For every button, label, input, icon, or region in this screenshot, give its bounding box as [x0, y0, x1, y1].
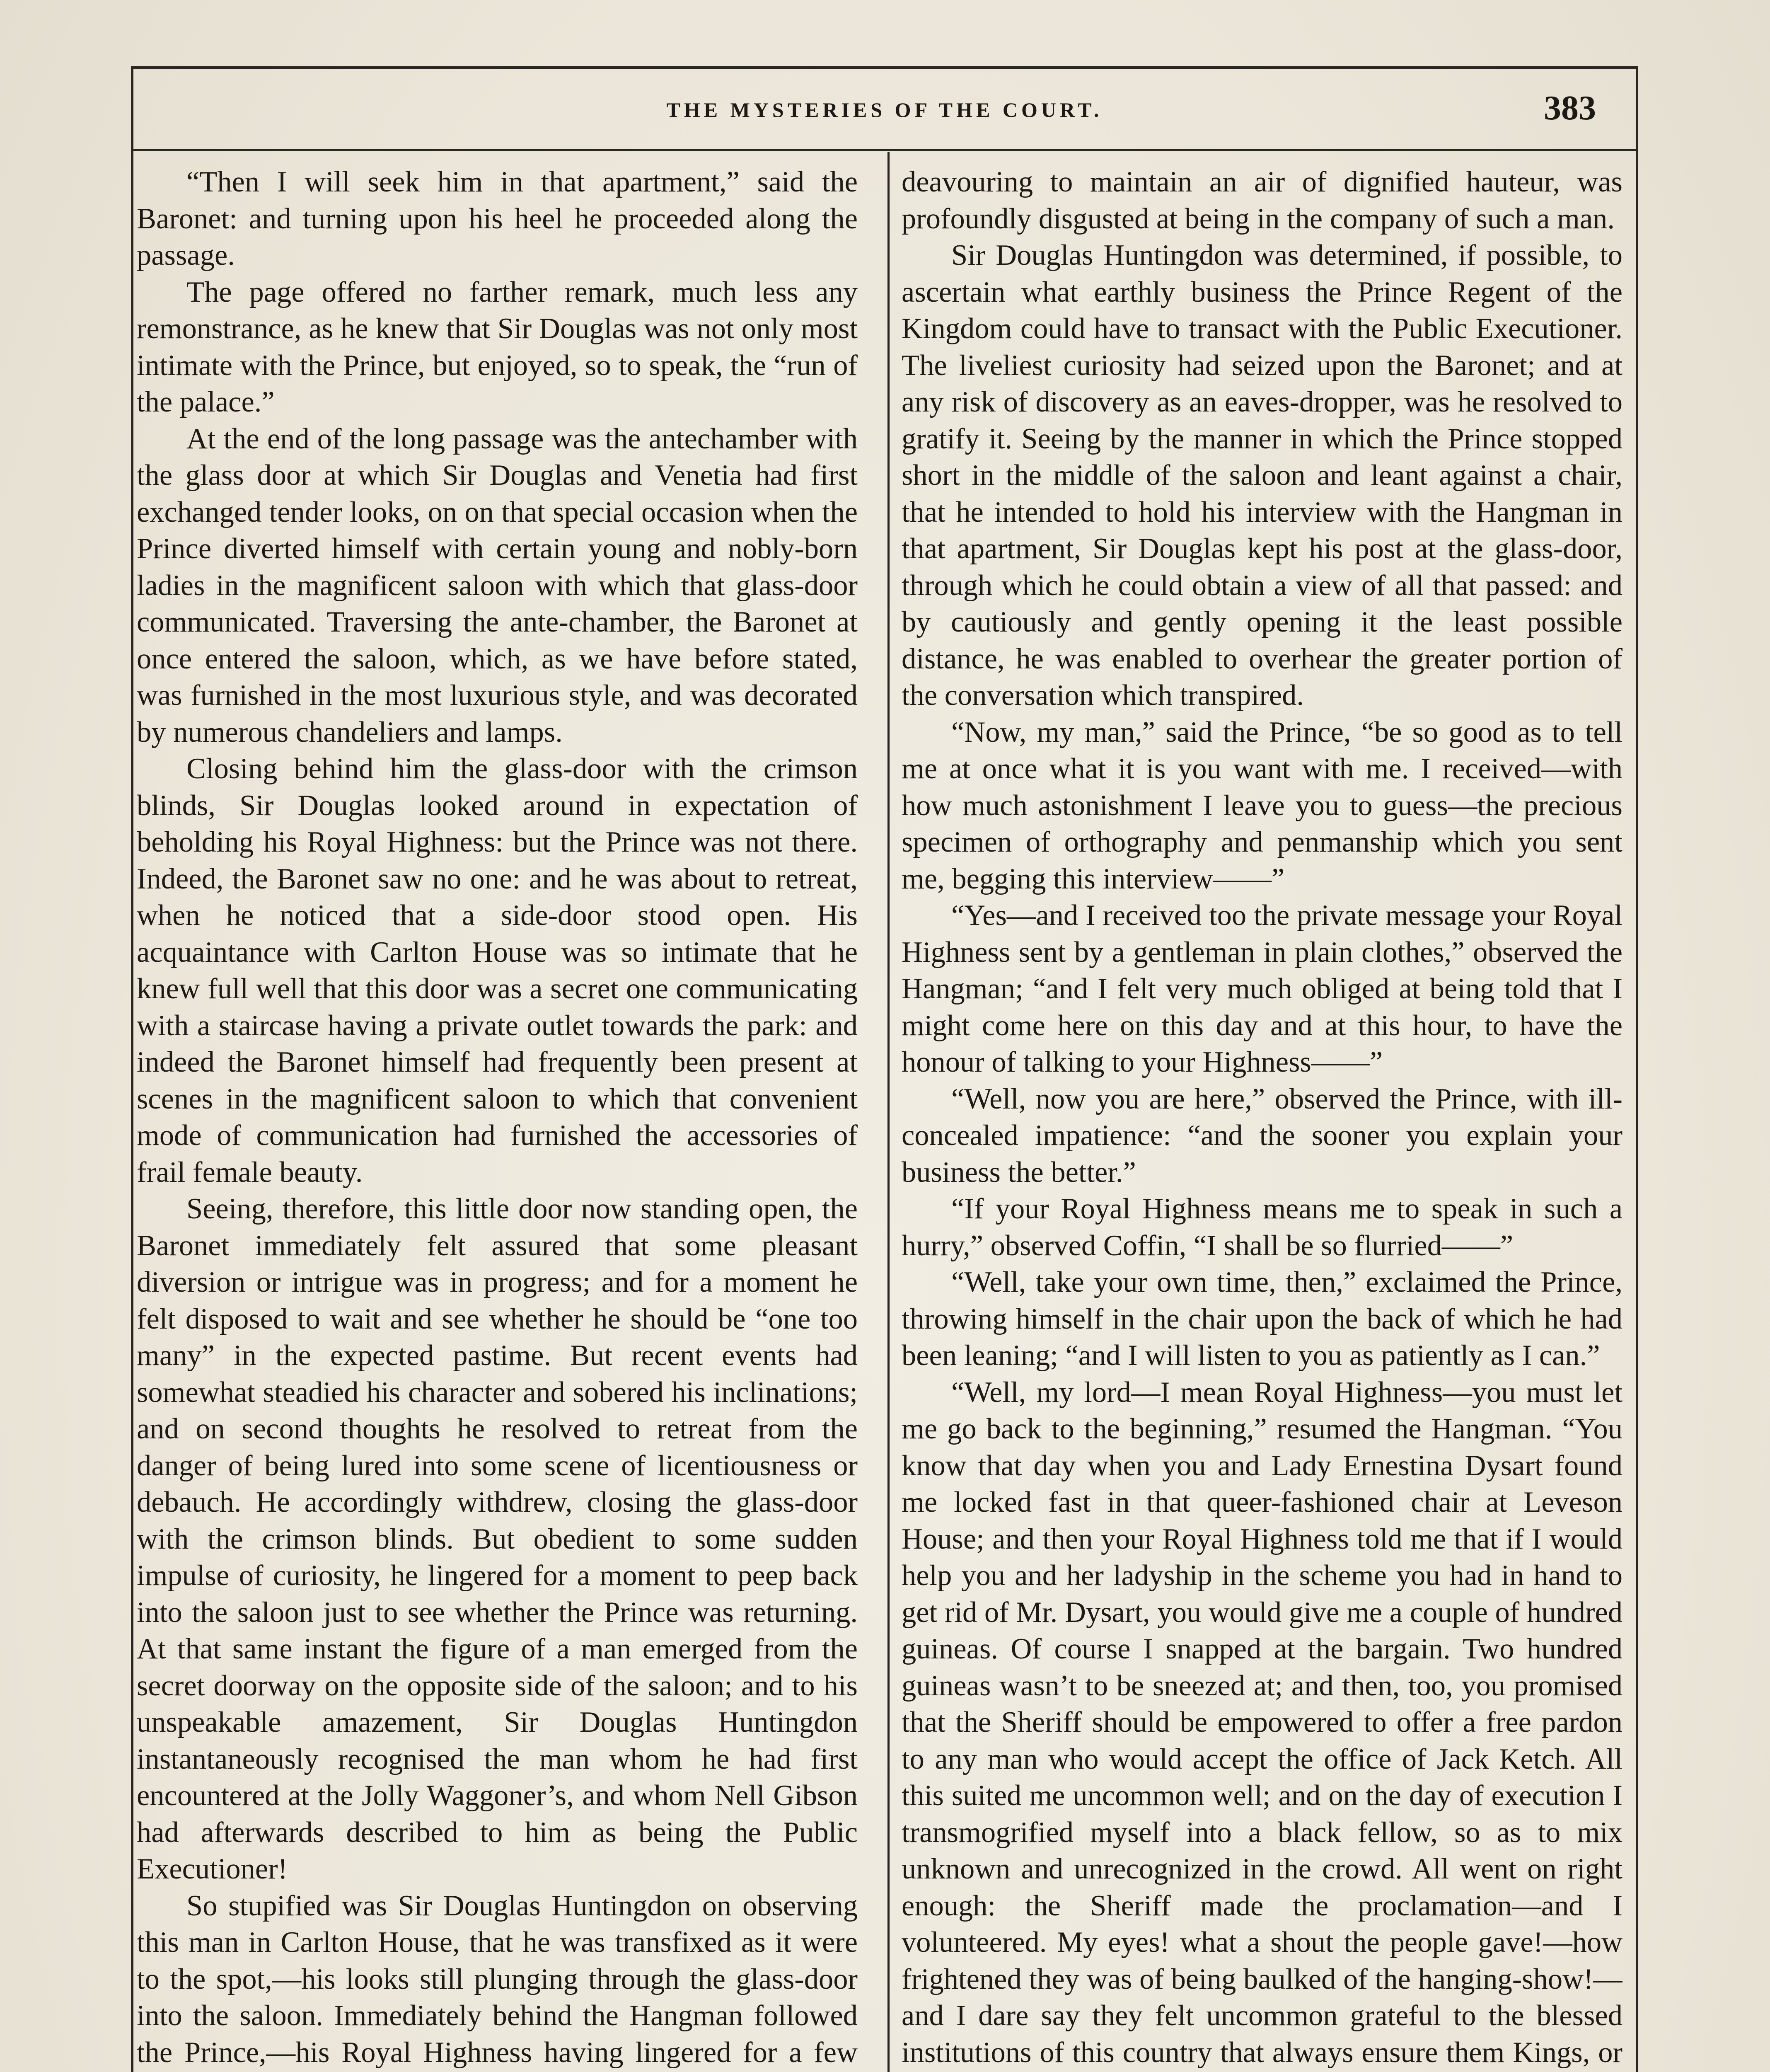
paragraph: “Well, my lord—I mean Royal Highness—you must let me go back to the beginning,” resumed the Hangman. “You know that day when you and Lady Ernestina Dysart found me locked fast in that queer-fashioned chair at Leveson House; and then your Royal Highness told me that if I would help you and her ladyship in the scheme you had in hand to get rid of Mr. Dysart, you would give me a couple of hundred guineas. Of course I snapped at the bargain. Two hundred guineas wasn’t to be sneezed at; and then, too, you promised that the Sheriff should be empowered to offer a free pardon to any man who would accept the office of Jack Ketch. All this suited me uncommon well; and on the day of execution I transmogrified myself into a black fellow, so as to mix unknown and unrecognized in the crowd. All went on right enough: the Sheriff made the proclamation—and I volunteered. My eyes! what a shout the people gave!—how frightened they was of being baulked of the hanging-show!—and I dare say they felt uncommon grateful to the blessed institutions of this country that always ensure them Kings, or [902, 1376, 1622, 2069]
paragraph: Seeing, therefore, this little door now standing open, the Baronet immediately felt assured that some pleasant diversion or intrigue was in progress; and for a moment he felt disposed to wait and see whether he should be “one too many” in the expected pastime. But recent events had somewhat steadied his character and sobered his inclinations; and on second thoughts he resolved to retreat from the danger of being lured into some scene of licentiousness or debauch. He accordingly withdrew, closing the glass-door with the crimson blinds. But obedient to some sudden impulse of curiosity, he lingered for a moment to peep back into the saloon just to see whether the Prince was returning. At that same instant the figure of a man emerged from the secret doorway on the opposite side of the saloon; and to his unspeakable amazement, Sir Douglas Huntingdon instantaneously recognised the man whom he had first encountered at the Jolly Waggoner’s, and whom Nell Gibson had afterwards described to him as being the Public Executioner! [137, 1193, 858, 1885]
right-column [902, 164, 1622, 2072]
paragraph: “Well, now you are here,” observed the Prince, with ill-concealed impatience: “and the sooner you explain your business the better.” [902, 1082, 1622, 1188]
header-rule [131, 149, 1638, 151]
paragraph: “Now, my man,” said the Prince, “be so good as to tell me at once what it is you want with me. I received—with how much astonishment I leave you to guess—the precious specimen of orthography and penmanship which you sent me, begging this interview——” [902, 716, 1622, 895]
paragraph: deavouring to maintain an air of dignified hauteur, was profoundly disgusted at being in the company of such a man. [902, 166, 1622, 235]
paragraph: Closing behind him the glass-door with the crimson blinds, Sir Douglas looked around in expectation of beholding his Royal Highness: but the Prince was not there. Indeed, the Baronet saw no one: and he was about to retreat, when he noticed that a side-door stood open. His acquaintance with Carlton House was so intimate that he knew full well that this door was a secret one communicating with a staircase having a private outlet towards the park: and indeed the Baronet himself had frequently been present at scenes in the magnificent saloon to which that convenient mode of communication had furnished the accessories of frail female beauty. [137, 753, 858, 1188]
paragraph: The page offered no farther remark, much less any remonstrance, as he knew that Sir Douglas was not only most intimate with the Prince, but enjoyed, so to speak, the “run of the palace.” [137, 276, 858, 418]
paragraph: At the end of the long passage was the antechamber with the glass door at which Sir Douglas and Venetia had first exchanged tender looks, on on that special occasion when the Prince diverted himself with certain young and nobly-born ladies in the magnificent saloon with which that glass-door communicated. Traversing the ante-chamber, the Baronet at once entered the saloon, which, as we have before stated, was furnished in the most luxurious style, and was decorated by numerous chandeliers and lamps. [137, 422, 858, 748]
paragraph: So stupified was Sir Douglas Huntingdon on observing this man in Carlton House, that he was transfixed as it were to the spot,—his looks still plunging through the glass-door into the saloon. Immediately behind the Hangman followed the Prince,—his Royal Highness having lingered for a few [137, 1889, 858, 2069]
column-divider [887, 152, 890, 2072]
paragraph: “Well, take your own time, then,” exclaimed the Prince, throwing himself in the chair upon the back of which he had been leaning; “and I will listen to you as patiently as I can.” [902, 1266, 1622, 1372]
paragraph: “If your Royal Highness means me to speak in such a hurry,” observed Coffin, “I shall be so flurried——” [902, 1193, 1622, 1262]
paragraph: “Then I will seek him in that apartment,” said the Baronet: and turning upon his heel he proceeded along the passage. [137, 166, 858, 271]
running-title: THE MYSTERIES OF THE COURT. [666, 98, 1103, 121]
paragraph: Sir Douglas Huntingdon was determined, if possible, to ascertain what earthly business the Prince Regent of the Kingdom could have to transact with the Public Executioner. The liveliest curiosity had seized upon the Baronet; and at any risk of discovery as an eaves-dropper, was he resolved to gratify it. Seeing by the manner in which the Prince stopped short in the middle of the saloon and leant against a chair, that he intended to hold his interview with the Hangman in that apartment, Sir Douglas kept his post at the glass-door, through which he could obtain a view of all that passed: and by cautiously and gently opening it the least possible distance, he was enabled to overhear the greater portion of the conversation which transpired. [902, 239, 1622, 712]
page-number: 383 [1544, 89, 1596, 127]
left-column [137, 164, 858, 2072]
paragraph: “Yes—and I received too the private message your Royal Highness sent by a gentleman in plain clothes,” observed the Hangman; “and I felt very much obliged at being told that I might come here on this day and at this hour, to have the honour of talking to your Highness——” [902, 899, 1622, 1078]
